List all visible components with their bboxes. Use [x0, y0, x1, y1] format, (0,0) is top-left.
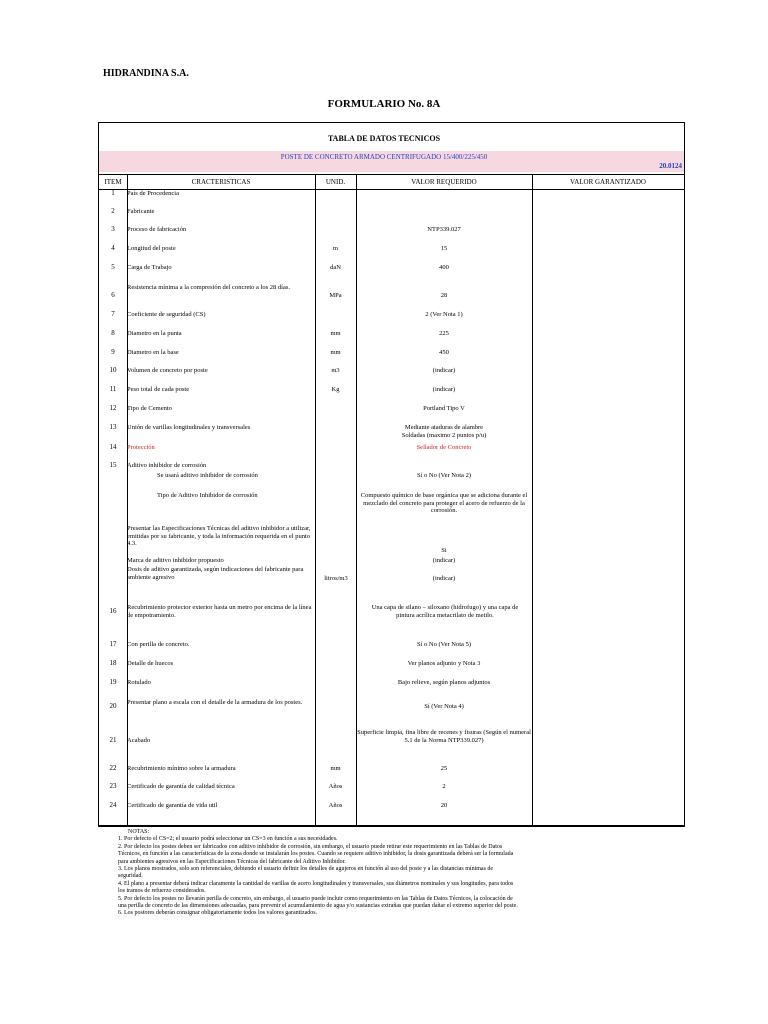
row-item: 16 [109, 607, 117, 615]
col-line-desc [315, 174, 316, 825]
row-desc: Marca de aditivo inhibidor propuesto [127, 557, 224, 564]
row-desc: Rotulado [127, 679, 151, 686]
row-desc: Coeficiente de seguridad (CS) [127, 311, 206, 318]
row-value: Superficie limpia, fina libre de recenes y fisuras (Según el numeral 5.1 de la Norma NTP339.027) [357, 729, 531, 744]
row-desc: Certificado de garantía de vida util [127, 802, 218, 809]
row-item: 1 [111, 189, 115, 197]
row-desc: Diametro en la punta [127, 330, 182, 337]
row-desc: Resistencia mínima a la compresión del concreto a los 28 días. [127, 284, 290, 291]
row-value: 25 [440, 765, 448, 772]
row-item: 2 [111, 207, 115, 215]
row-desc: Recubrimiento mínimo sobre la armadura [127, 765, 236, 772]
row-value: 2 (Ver Nota 1) [425, 311, 463, 318]
row-value: Mediante ataduras de alambre Soldadas (maximo 2 puntos p/u) [401, 424, 487, 439]
row-item: 10 [109, 366, 117, 374]
table-title: TABLA DE DATOS TECNICOS [327, 134, 441, 143]
row-desc: Tipo de Aditivo Inhibidor de corrosión [157, 492, 258, 499]
row-value: (indicar) [432, 557, 456, 564]
row-value: (indicar) [432, 575, 456, 582]
row-value: (indicar) [432, 386, 456, 393]
row-value: 15 [440, 245, 448, 252]
row-value: Sí o No (Ver Nota 2) [417, 472, 471, 479]
row-desc: Aditivo inhibidor de corrosión [127, 462, 207, 469]
row-value: Sí (Ver Nota 4) [424, 703, 464, 710]
row-desc: Volumen de concreto por poste [127, 367, 208, 374]
row-desc: Protección [127, 444, 155, 451]
row-item: 4 [111, 244, 115, 252]
row-desc: Tipo de Cemento [127, 405, 172, 412]
row-value: 20 [440, 802, 448, 809]
table-subtitle: POSTE DE CONCRETO ARMADO CENTRIFUGADO 15/400/225/450 [280, 153, 488, 161]
row-value: Portland Tipo V [423, 405, 465, 412]
row-item: 20 [109, 702, 117, 710]
notes-section [118, 829, 518, 918]
row-desc: Dosis de aditivo garantizada, según indicaciones del fabricante para ambiente agresivo [127, 566, 304, 581]
row-item: 18 [109, 659, 117, 667]
row-desc: Presentar plano a escala con el detalle de la armadura de los postes. [127, 699, 303, 706]
row-unit: mm [330, 330, 341, 337]
row-item: 7 [111, 310, 115, 318]
row-unit: daN [330, 264, 341, 271]
col-line-item [127, 174, 128, 825]
row-desc: Unión de varillas longitudinales y transversales [127, 424, 251, 431]
row-item: 22 [109, 764, 117, 772]
col-line-value [532, 174, 533, 825]
row-value: Ver planos adjunto y Nota 3 [407, 660, 481, 667]
row-value: 450 [439, 349, 449, 356]
row-item: 9 [111, 348, 115, 356]
form-title: FORMULARIO No. 8A [327, 98, 441, 110]
note-item: 3. Los planos mostrados, solo son referenciales, debiendo el usuario definir los detalles de agujeros en función al uso del poste y a las distancias mínimas de seguridad. [118, 866, 494, 880]
note-item: 2. Por defecto los postes deben ser fabricados con aditivo inhibidor de corrosión, sin embargo, el usuario puede retirar este requerimiento en las Tablas de Datos Técnicos, en función a las características de la zona donde se instalarán los postes. Cuando se requiere aditivo inhibidor, la dosis garantizada deberá ser la formulada para ambientes agresivos en las Especificaciones Técnicas del fabricante del Aditivo Inhibidor. [118, 843, 514, 865]
row-unit: m [332, 245, 339, 252]
note-item: 5. Por defecto los postes no llevarán perilla de concreto, sin embargo, el usuario puede incluir como requerimiento en las Tablas de Datos Técnicos, la colocación de una perilla de concreto de las dimensiones adecuadas, para prevenir el acumulamiento de agua y/o sustancias extrañas que puedan dañar el extremo superior del poste. [118, 895, 518, 910]
row-value: 225 [439, 330, 449, 337]
row-desc: Proceso de fabricación [127, 226, 187, 233]
row-unit: mm [330, 765, 341, 772]
row-desc: Fabricante [127, 208, 155, 215]
row-desc: Acabado [127, 737, 151, 744]
row-item: 23 [109, 782, 117, 790]
document-code: 20.0124 [659, 162, 682, 170]
row-unit: Kg [331, 386, 340, 393]
row-item: 19 [109, 678, 117, 686]
row-value: 400 [439, 264, 449, 271]
row-value: NTP339.027 [427, 226, 461, 233]
row-item: 13 [109, 423, 117, 431]
row-value: Una capa de silano – siloxano (hidrofugo) y una capa de pintura acrílica metacrilato de metilo. [371, 604, 519, 619]
row-desc: Longitud del poste [127, 245, 176, 252]
table-bottom-line [99, 825, 684, 826]
row-desc: Diametro en la base [127, 349, 179, 356]
row-desc: Carga de Trabajo [127, 264, 172, 271]
header-guaranteed-value: VALOR GARANTIZADO [570, 178, 646, 186]
header-required-value: VALOR REQUERIDO [411, 178, 477, 186]
row-item: 15 [109, 461, 117, 469]
header-top-line [99, 174, 684, 175]
row-item: 14 [109, 443, 117, 451]
row-value: 28 [440, 292, 448, 299]
row-value: Sí o No (Ver Nota 5) [417, 641, 471, 648]
row-item: 21 [109, 736, 117, 744]
row-item: 3 [111, 225, 115, 233]
row-desc: Con perilla de concreto. [127, 641, 190, 648]
header-unit: UNID. [325, 178, 346, 186]
row-item: 24 [109, 801, 117, 809]
row-desc: Recubrimiento protector exterior hasta un metro por encima de la línea de empotramiento. [127, 604, 312, 619]
header-item: ITEM [104, 178, 122, 186]
note-item: 1. Por defecto el CS=2; el usuario podrá seleccionar un CS=3 en función a sus necesidades. [118, 836, 338, 843]
row-desc: Se usará aditivo inhibidor de corrosión [157, 472, 258, 479]
row-desc: Presentar las Especificaciones Técnicas del aditivo inhibidor a utilizar, emitidas por su fabricante, y toda la información requerida en el punto 4.3. [127, 525, 311, 547]
row-value: Si [441, 547, 447, 554]
row-unit: Años [328, 783, 343, 790]
row-value: (indicar) [432, 367, 456, 374]
row-unit: litros/m3 [324, 575, 348, 582]
header-characteristics: CRACTERISTICAS [191, 178, 251, 186]
row-unit: MPa [329, 292, 342, 299]
row-unit: mm [330, 349, 341, 356]
row-desc: Detalle de huecos [127, 660, 174, 667]
row-value: Bajo relieve, según planos adjuntos [397, 679, 491, 686]
notes-title: NOTAS: [128, 829, 150, 835]
note-item: 6. Los postores deberán consignar obligatoriamente todos los valores garantizados. [118, 910, 318, 917]
row-value: 2 [442, 783, 446, 790]
company-name: HIDRANDINA S.A. [103, 68, 189, 79]
note-item: 4. El plano a presentar deberá indicar claramente la cantidad de varillas de acero longitudinales y transversales, sus diámetros nominales y sus longitudes, para todos los tramos de refuerzo considerados. [118, 880, 514, 895]
row-unit: m3 [331, 367, 340, 374]
row-value: Compuesto químico de base orgánica que se adiciona durante el mezclado del concreto para proteger el acero de refuerzo de la corrosión. [360, 492, 528, 514]
row-item: 11 [109, 385, 117, 393]
row-desc: Certificado de garantía de calidad técnica [127, 783, 235, 790]
row-item: 5 [111, 263, 115, 271]
row-item: 6 [111, 291, 115, 299]
row-desc: País de Procedencia [127, 190, 179, 197]
row-item: 17 [109, 640, 117, 648]
row-desc: Peso total de cada poste [127, 386, 190, 393]
row-item: 12 [109, 404, 117, 412]
row-unit: Años [328, 802, 343, 809]
row-value: Sellador de Concreto [416, 444, 472, 451]
row-item: 8 [111, 329, 115, 337]
